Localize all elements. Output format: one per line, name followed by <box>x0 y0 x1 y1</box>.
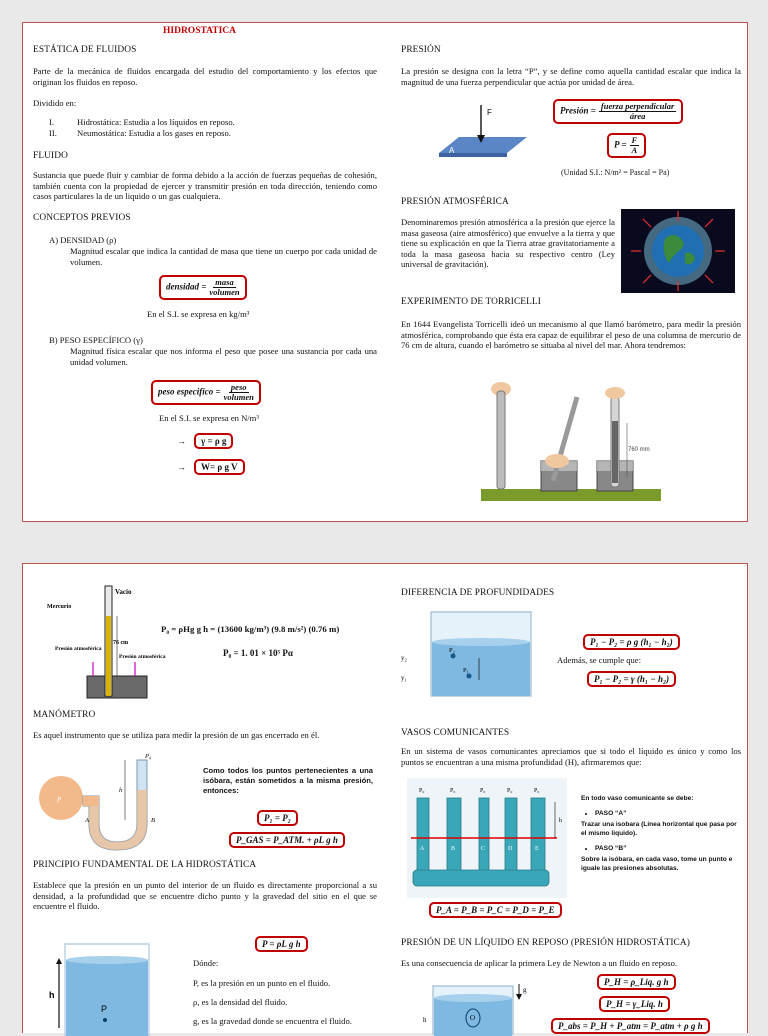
point-p-label: P <box>101 1004 108 1014</box>
beaker-pressure-figure <box>45 936 165 1036</box>
manometer-text: Como todos los puntos pertenecientes a una isóbara, están sometidos a la misma presión, entonces: <box>203 766 373 795</box>
vessels-instruction-1: En todo vaso comunicante se debe: <box>581 795 694 802</box>
p2-point-label: P₂ <box>449 647 455 654</box>
paragraph-manometro: Es aquel instrumento que se utiliza para medir la presión de un gas encerrado en él. <box>33 730 320 740</box>
donde-label: Dónde: <box>193 958 219 968</box>
torricelli-experiment-figure <box>481 377 661 501</box>
donde-item: g, es la gravedad donde se encuentra el fluido. <box>193 1016 352 1026</box>
atm-pressure-right-label: Presión atmosférica <box>119 654 166 660</box>
vessel-point-label: D <box>508 846 513 852</box>
formula-peso-especifico: peso especifico = $\frac{\text{peso}}{\text{volumen}}$ <box>151 380 261 405</box>
barometer-figure <box>47 582 166 700</box>
paragraph-fluido: Sustancia que puede fluir y cambiar de forma debido a la acción de fuerzas pequeñas de cohesión, también cuenta con la propiedad de ejercer y transmitir presión en toda dirección, teniendo como casos particulares la de un liquido o un gas cualquiera. <box>33 170 377 202</box>
heading-principio: PRINCIPIO FUNDAMENTAL DE LA HIDROSTÁTICA <box>33 860 257 870</box>
heading-diferencia: DIFERENCIA DE PROFUNDIDADES <box>401 588 555 598</box>
heading-conceptos: CONCEPTOS PREVIOS <box>33 213 131 223</box>
paso-a-label: • PASO “A” <box>595 809 741 818</box>
vessels-instruction-3: Sobre la isóbara, en cada vaso, tome un punto e iguale las presiones absolutas. <box>581 856 733 872</box>
formula-weight-row: → W= ρ g V <box>177 459 245 475</box>
vessel-top-label: P₀ <box>419 788 425 794</box>
formula-gamma-row: → γ = ρ g <box>177 433 233 449</box>
densidad-text: Magnitud escalar que indica la cantidad de masa que tiene un cuerpo por cada unidad de volumen. <box>70 246 377 267</box>
paso-b-label: • PASO “B” <box>595 844 741 853</box>
page-2 <box>22 563 748 1033</box>
si-unit: (Unidad S.I.: N/m² = Pascal = Pa) <box>561 168 670 177</box>
heading-torricelli: EXPERIMENTO DE TORRICELLI <box>401 297 541 307</box>
vessels-instructions <box>581 794 741 873</box>
peso-unit: En el S.I. se expresa en N/m³ <box>159 413 259 423</box>
liquid-o-label: O <box>470 1014 476 1022</box>
page-title: HIDROSTATICA <box>163 26 237 36</box>
formula-pgas: P_GAS = P_ATM. + ρL g h <box>229 830 345 848</box>
pressure-plate-figure <box>429 101 529 171</box>
vessel-point-label: E <box>535 846 539 852</box>
liquid-h-label: h <box>423 1016 427 1024</box>
division-item: II. Neumostática: Estudia a los gases en reposo. <box>49 127 231 138</box>
atm-pressure-left-label: Presión atmosférica <box>55 646 102 652</box>
depth-h-label: h <box>49 990 55 1000</box>
heading-presion-liquido: PRESIÓN DE UN LÍQUIDO EN REPOSO (PRESIÓN HIDROSTÁTICA) <box>401 938 690 948</box>
heading-vasos: VASOS COMUNICANTES <box>401 728 510 738</box>
communicating-vessels-figure <box>407 778 567 898</box>
vacuum-label: Vacío <box>115 588 132 596</box>
heading-presion: PRESIÓN <box>401 45 441 55</box>
densidad-label: A) DENSIDAD (ρ) <box>49 235 117 245</box>
vessel-point-label: B <box>451 846 456 852</box>
heading-atmosferica: PRESIÓN ATMOSFÉRICA <box>401 197 509 207</box>
equation-p0: P₀ = ρHg g h = (13600 kg/m³) (9.8 m/s²) (0.76 m) <box>161 624 340 634</box>
manometer-figure <box>33 750 183 846</box>
heading-manometro: MANÓMETRO <box>33 710 96 720</box>
force-label: F <box>487 108 492 117</box>
densidad-unit: En el S.I. se expresa en kg/m³ <box>147 309 250 319</box>
peso-label: B) PESO ESPECÍFICO (γ) <box>49 335 143 345</box>
formula-p1-p2: P₁ = P₂ <box>257 808 298 826</box>
formula-dif-gamma: P₁ − P₂ = γ (h₁ − h₂) <box>587 669 676 687</box>
y2-label: y₂ <box>401 654 407 662</box>
dividido-label: Dividido en: <box>33 98 77 108</box>
76cm-label: 76 cm <box>113 640 129 646</box>
paragraph-atmosferica: Denominaremos presión atmosférica a la presión que ejerce la masa gaseosa (aire atmosférico) que envuelve a la tierra y que tiene su explicación en que la Tierra atrae gravitatoriamente a toda la masa gaseosa hacia su respectivo centro (Ley universal de gravitación). <box>401 217 615 270</box>
division-item: I. Hidrostática: Estudia a los líquidos en reposo. <box>49 117 235 127</box>
formula-ph-gamma: P_H = γ_Liq. h <box>599 994 670 1012</box>
p0-label: P₀ <box>145 753 152 760</box>
formula-dif-rho: P₁ − P₂ = ρ g (h₁ − h₂) <box>583 632 680 650</box>
vessel-top-label: P₀ <box>507 788 513 794</box>
peso-text: Magnitud física escalar que nos informa el peso que posee una sustancia por cada una unidad volumen. <box>70 346 377 367</box>
page-1 <box>22 22 748 522</box>
vessel-top-label: P₀ <box>450 788 456 794</box>
area-label: A <box>449 146 455 155</box>
paragraph-presion-liquido: Es una consecuencia de aplicar la primera Ley de Newton a un fluido en reposo. <box>401 958 678 968</box>
paragraph-vasos: En un sistema de vasos comunicantes apreciamos que si todo el líquido es único y como los puntos se encuentran a una misma profundidad (H), afirmaremos que: <box>401 746 741 767</box>
vessels-instruction-2: Trazar una isobara (Linea horizontal que pasa por el mismo liquido). <box>581 821 737 837</box>
formula-densidad: densidad = $\frac{\text{masa}}{\text{volumen}}$ <box>159 275 247 300</box>
mercury-label: Mercurio <box>47 604 72 610</box>
formula-p-rho-g-h: P = ρL g h <box>255 934 308 952</box>
paragraph-principio: Establece que la presión en un punto del interior de un fluido es directamente proporcional a su densidad, a la profundidad que se encuentre dicho punto y la gravedad del sitio en el que se encuentre el fluido. <box>33 880 377 912</box>
ademas-label: Además, se cumple que: <box>557 655 642 665</box>
vessel-top-label: P₀ <box>534 788 540 794</box>
a-label: A <box>85 817 89 824</box>
paragraph-estatica: Parte de la mecánica de fluidos encargada del estudio del comportamiento y los efectos que originan los fluidos en reposo. <box>33 66 377 87</box>
heading-fluido: FLUIDO <box>33 151 68 161</box>
vessel-point-label: C <box>481 846 486 852</box>
mm-label: 760 mm <box>628 447 650 453</box>
vessel-point-label: A <box>420 846 425 852</box>
gravity-label: g <box>523 986 527 994</box>
formula-p-f-a: P = $\frac{F}{A}$ <box>607 133 646 158</box>
paragraph-presion: La presión se designa con la letra “P”, y se define como aquella cantidad escalar que indica la magnitud de una fuerza perpendicular que actúa por unidad de área. <box>401 66 741 87</box>
hydrostatic-pressure-figure <box>415 972 525 1034</box>
p1-point-label: P₁ <box>463 667 469 674</box>
donde-item: P, es la presión en un punto en el fluido. <box>193 978 331 988</box>
vessel-h-label: h <box>559 818 562 824</box>
p-label: P <box>57 796 62 804</box>
depth-difference-figure <box>401 608 541 700</box>
h-label: h <box>119 787 123 794</box>
earth-atmosphere-figure <box>621 209 735 293</box>
b-label: B <box>151 817 155 824</box>
division-list <box>49 117 235 138</box>
vessel-top-label: P₀ <box>480 788 486 794</box>
equation-p0-value: P₀ = 1. 01 × 10⁵ Pα <box>223 648 293 658</box>
formula-vasos: P_A = P_B = P_C = P_D = P_E <box>429 900 562 918</box>
formula-presion: Presión = $\frac{\text{fuerza perpendicular}}{\text{área}}$ <box>553 99 683 124</box>
heading-estatica: ESTÁTICA DE FLUIDOS <box>33 45 137 55</box>
paragraph-torricelli: En 1644 Evangelista Torricelli ideó un mecanismo al que llamó barómetro, para medir la presión atmosférica, comprobando que ésta era capaz de equilibrar el peso de una columna de mercurio de 76 cm de altura, cuando el barómetro se situaba al nivel del mar. Ahora tendremos: <box>401 319 741 351</box>
formula-p-abs: P_abs = P_H + P_atm = P_atm + ρ g h <box>551 1016 710 1034</box>
y1-label: y₁ <box>401 674 407 682</box>
formula-ph-rho: P_H = ρ_Liq. g h <box>597 972 676 990</box>
donde-item: ρ, es la densidad del fluido. <box>193 997 288 1007</box>
